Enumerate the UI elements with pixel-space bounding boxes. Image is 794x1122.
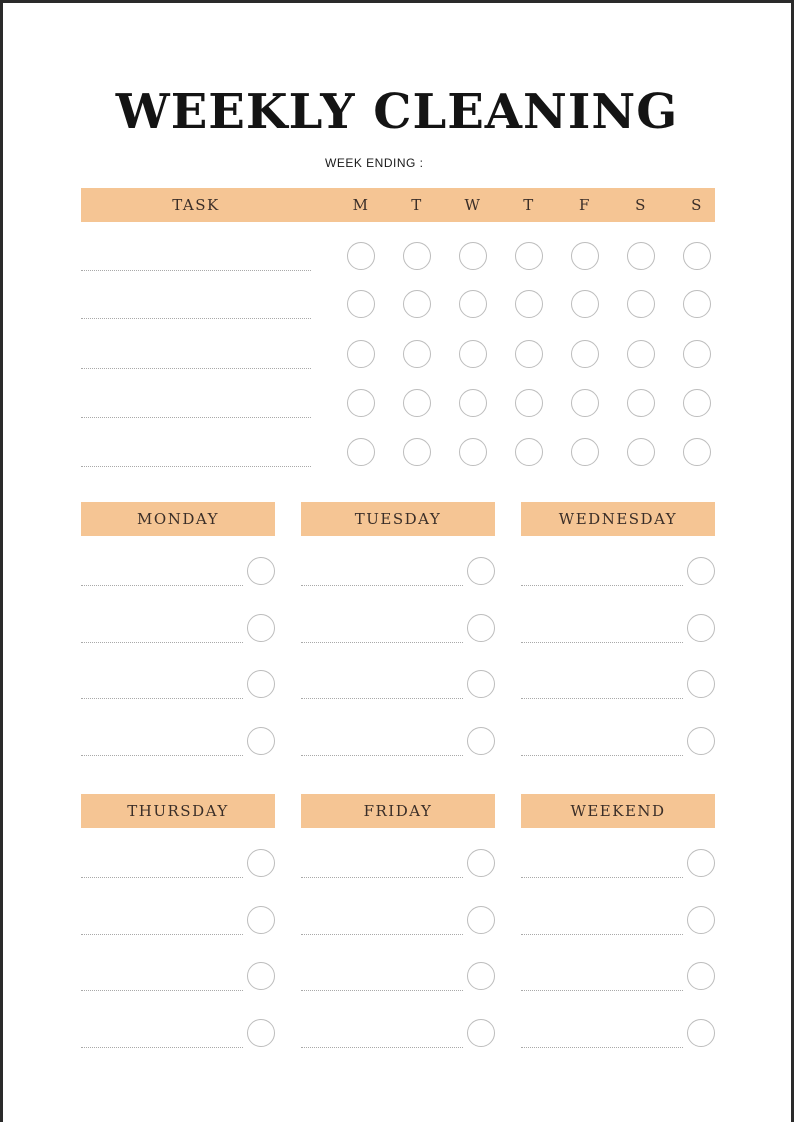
week-ending-label: WEEK ENDING :: [325, 156, 424, 170]
task-check-circle[interactable]: [515, 389, 543, 417]
task-check-circle[interactable]: [403, 290, 431, 318]
day-check-circle[interactable]: [687, 670, 715, 698]
day-task-line[interactable]: [301, 1047, 463, 1048]
task-header-band: [81, 188, 715, 222]
day-task-line[interactable]: [81, 877, 243, 878]
day-task-line[interactable]: [81, 990, 243, 991]
task-check-circle[interactable]: [627, 438, 655, 466]
task-check-circle[interactable]: [459, 242, 487, 270]
day-letter-wednesday: W: [464, 196, 482, 214]
day-letter-monday: M: [352, 196, 370, 214]
day-letter-tuesday: T: [411, 196, 423, 214]
task-line[interactable]: [81, 270, 311, 271]
day-letter-saturday: S: [635, 196, 647, 214]
day-task-line[interactable]: [521, 585, 683, 586]
task-check-circle[interactable]: [571, 340, 599, 368]
day-task-line[interactable]: [301, 934, 463, 935]
day-check-circle[interactable]: [467, 614, 495, 642]
task-check-circle[interactable]: [683, 242, 711, 270]
day-task-line[interactable]: [81, 585, 243, 586]
planner-sheet: [3, 3, 791, 1122]
day-task-line[interactable]: [301, 585, 463, 586]
task-check-circle[interactable]: [627, 389, 655, 417]
day-task-line[interactable]: [521, 698, 683, 699]
page-title: WEEKLY CLEANING: [115, 84, 679, 140]
task-check-circle[interactable]: [515, 242, 543, 270]
day-check-circle[interactable]: [467, 906, 495, 934]
task-check-circle[interactable]: [515, 438, 543, 466]
task-check-circle[interactable]: [571, 290, 599, 318]
day-check-circle[interactable]: [247, 849, 275, 877]
day-task-line[interactable]: [521, 990, 683, 991]
task-check-circle[interactable]: [571, 242, 599, 270]
day-check-circle[interactable]: [687, 1019, 715, 1047]
day-task-line[interactable]: [301, 755, 463, 756]
day-task-line[interactable]: [521, 877, 683, 878]
day-check-circle[interactable]: [467, 557, 495, 585]
task-line[interactable]: [81, 466, 311, 467]
day-check-circle[interactable]: [247, 962, 275, 990]
day-task-line[interactable]: [81, 1047, 243, 1048]
task-check-circle[interactable]: [459, 340, 487, 368]
task-check-circle[interactable]: [571, 389, 599, 417]
task-check-circle[interactable]: [683, 438, 711, 466]
day-check-circle[interactable]: [687, 962, 715, 990]
day-check-circle[interactable]: [247, 906, 275, 934]
task-header-label: TASK: [172, 196, 220, 214]
day-task-line[interactable]: [521, 934, 683, 935]
task-check-circle[interactable]: [347, 389, 375, 417]
day-task-line[interactable]: [521, 1047, 683, 1048]
section-header-wednesday: WEDNESDAY: [521, 502, 715, 536]
task-check-circle[interactable]: [347, 340, 375, 368]
day-check-circle[interactable]: [687, 906, 715, 934]
section-header-tuesday: TUESDAY: [301, 502, 495, 536]
day-check-circle[interactable]: [247, 1019, 275, 1047]
day-check-circle[interactable]: [687, 557, 715, 585]
task-check-circle[interactable]: [347, 290, 375, 318]
day-check-circle[interactable]: [467, 849, 495, 877]
task-check-circle[interactable]: [459, 438, 487, 466]
task-check-circle[interactable]: [515, 290, 543, 318]
task-check-circle[interactable]: [571, 438, 599, 466]
task-check-circle[interactable]: [683, 290, 711, 318]
task-line[interactable]: [81, 318, 311, 319]
day-check-circle[interactable]: [247, 727, 275, 755]
day-letter-thursday: T: [523, 196, 535, 214]
day-task-line[interactable]: [81, 698, 243, 699]
section-header-weekend: WEEKEND: [521, 794, 715, 828]
section-header-thursday: THURSDAY: [81, 794, 275, 828]
day-task-line[interactable]: [521, 755, 683, 756]
day-check-circle[interactable]: [467, 670, 495, 698]
task-check-circle[interactable]: [403, 340, 431, 368]
task-check-circle[interactable]: [683, 340, 711, 368]
task-check-circle[interactable]: [683, 389, 711, 417]
day-check-circle[interactable]: [467, 962, 495, 990]
task-check-circle[interactable]: [515, 340, 543, 368]
day-check-circle[interactable]: [467, 727, 495, 755]
day-check-circle[interactable]: [687, 849, 715, 877]
task-check-circle[interactable]: [403, 438, 431, 466]
day-task-line[interactable]: [301, 990, 463, 991]
day-task-line[interactable]: [301, 877, 463, 878]
day-check-circle[interactable]: [247, 557, 275, 585]
day-task-line[interactable]: [81, 755, 243, 756]
day-task-line[interactable]: [301, 642, 463, 643]
day-letter-friday: F: [579, 196, 591, 214]
day-task-line[interactable]: [301, 698, 463, 699]
day-task-line[interactable]: [521, 642, 683, 643]
section-header-friday: FRIDAY: [301, 794, 495, 828]
task-check-circle[interactable]: [347, 242, 375, 270]
day-check-circle[interactable]: [247, 670, 275, 698]
task-line[interactable]: [81, 417, 311, 418]
task-check-circle[interactable]: [627, 242, 655, 270]
day-check-circle[interactable]: [687, 727, 715, 755]
task-check-circle[interactable]: [459, 389, 487, 417]
task-check-circle[interactable]: [627, 340, 655, 368]
task-line[interactable]: [81, 368, 311, 369]
task-check-circle[interactable]: [347, 438, 375, 466]
day-task-line[interactable]: [81, 934, 243, 935]
section-header-monday: MONDAY: [81, 502, 275, 536]
day-check-circle[interactable]: [467, 1019, 495, 1047]
day-letter-sunday: S: [691, 196, 703, 214]
task-check-circle[interactable]: [627, 290, 655, 318]
task-check-circle[interactable]: [459, 290, 487, 318]
day-check-circle[interactable]: [687, 614, 715, 642]
day-check-circle[interactable]: [247, 614, 275, 642]
day-task-line[interactable]: [81, 642, 243, 643]
task-check-circle[interactable]: [403, 242, 431, 270]
task-check-circle[interactable]: [403, 389, 431, 417]
